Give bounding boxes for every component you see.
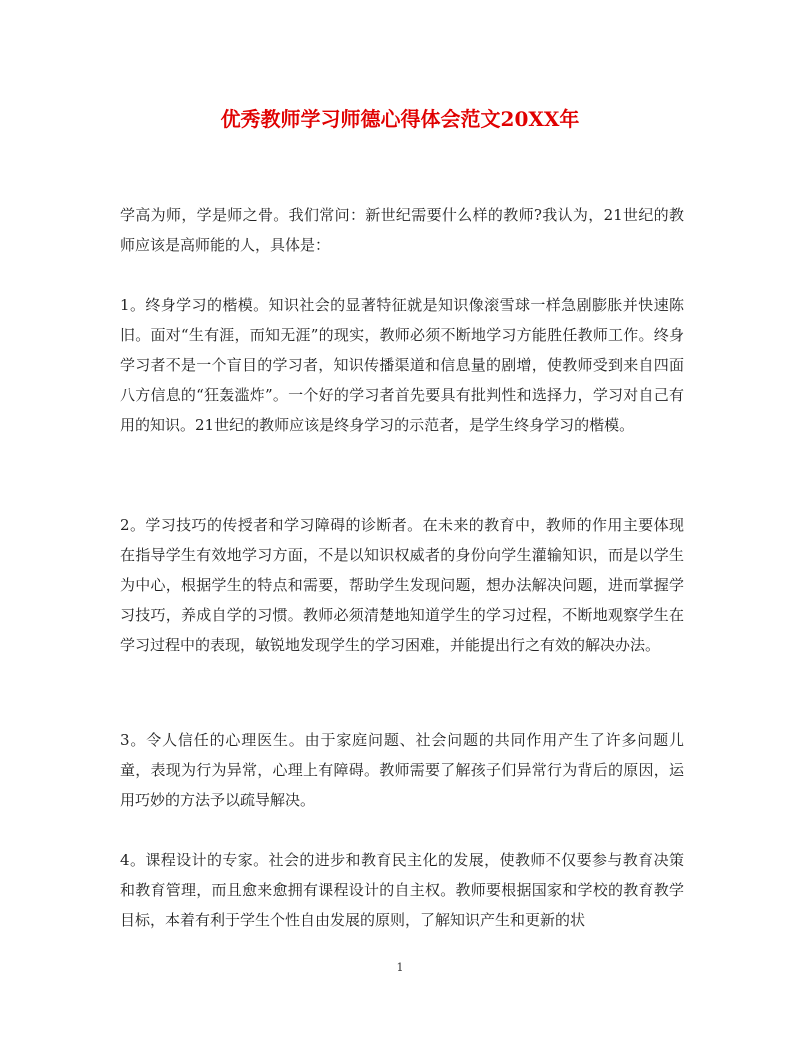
point-4-paragraph: 4。课程设计的专家。社会的进步和教育民主化的发展，使教师不仅要参与教育决策和教育管理，而且愈来愈拥有课程设计的自主权。教师要根据国家和学校的教育教学目标，本着有利于学生个性自由发展的原则，了解知识产生和更新的状 — [120, 851, 684, 929]
point-3-paragraph: 3。令人信任的心理医生。由于家庭问题、社会问题的共同作用产生了许多问题儿童，表现为行为异常，心理上有障碍。教师需要了解孩子们异常行为背后的原因，运用巧妙的方法予以疏导解决。 — [120, 731, 684, 809]
page-title: 优秀教师学习师德心得体会范文20XX年 — [220, 107, 580, 131]
intro-paragraph: 学高为师，学是师之骨。我们常问：新世纪需要什么样的教师?我认为，21世纪的教师应该是高师能的人，具体是： — [120, 206, 684, 254]
point-1-paragraph: 1。终身学习的楷模。知识社会的显著特征就是知识像滚雪球一样急剧膨胀并快速陈旧。面对“生有涯，而知无涯”的现实，教师必须不断地学习方能胜任教师工作。终身学习者不是一个盲目的学习者，知识传播渠道和信息量的剧增，使教师受到来自四面八方信息的“狂轰滥炸”。一个好的学习者首先要具有批判性和选择力，学习对自己有用的知识。21世纪的教师应该是终身学习的示范者，是学生终身学习的楷模。 — [120, 296, 684, 434]
point-2-paragraph: 2。学习技巧的传授者和学习障碍的诊断者。在未来的教育中，教师的作用主要体现在指导学生有效地学习方面，不是以知识权威者的身份向学生灌输知识，而是以学生为中心，根据学生的特点和需要，帮助学生发现问题，想办法解决问题，进而掌握学习技巧，养成自学的习惯。教师必须清楚地知道学生的学习过程，不断地观察学生在学习过程中的表现，敏锐地发现学生的学习困难，并能提出行之有效的解决办法。 — [120, 516, 684, 654]
page-number: 1 — [396, 961, 404, 974]
